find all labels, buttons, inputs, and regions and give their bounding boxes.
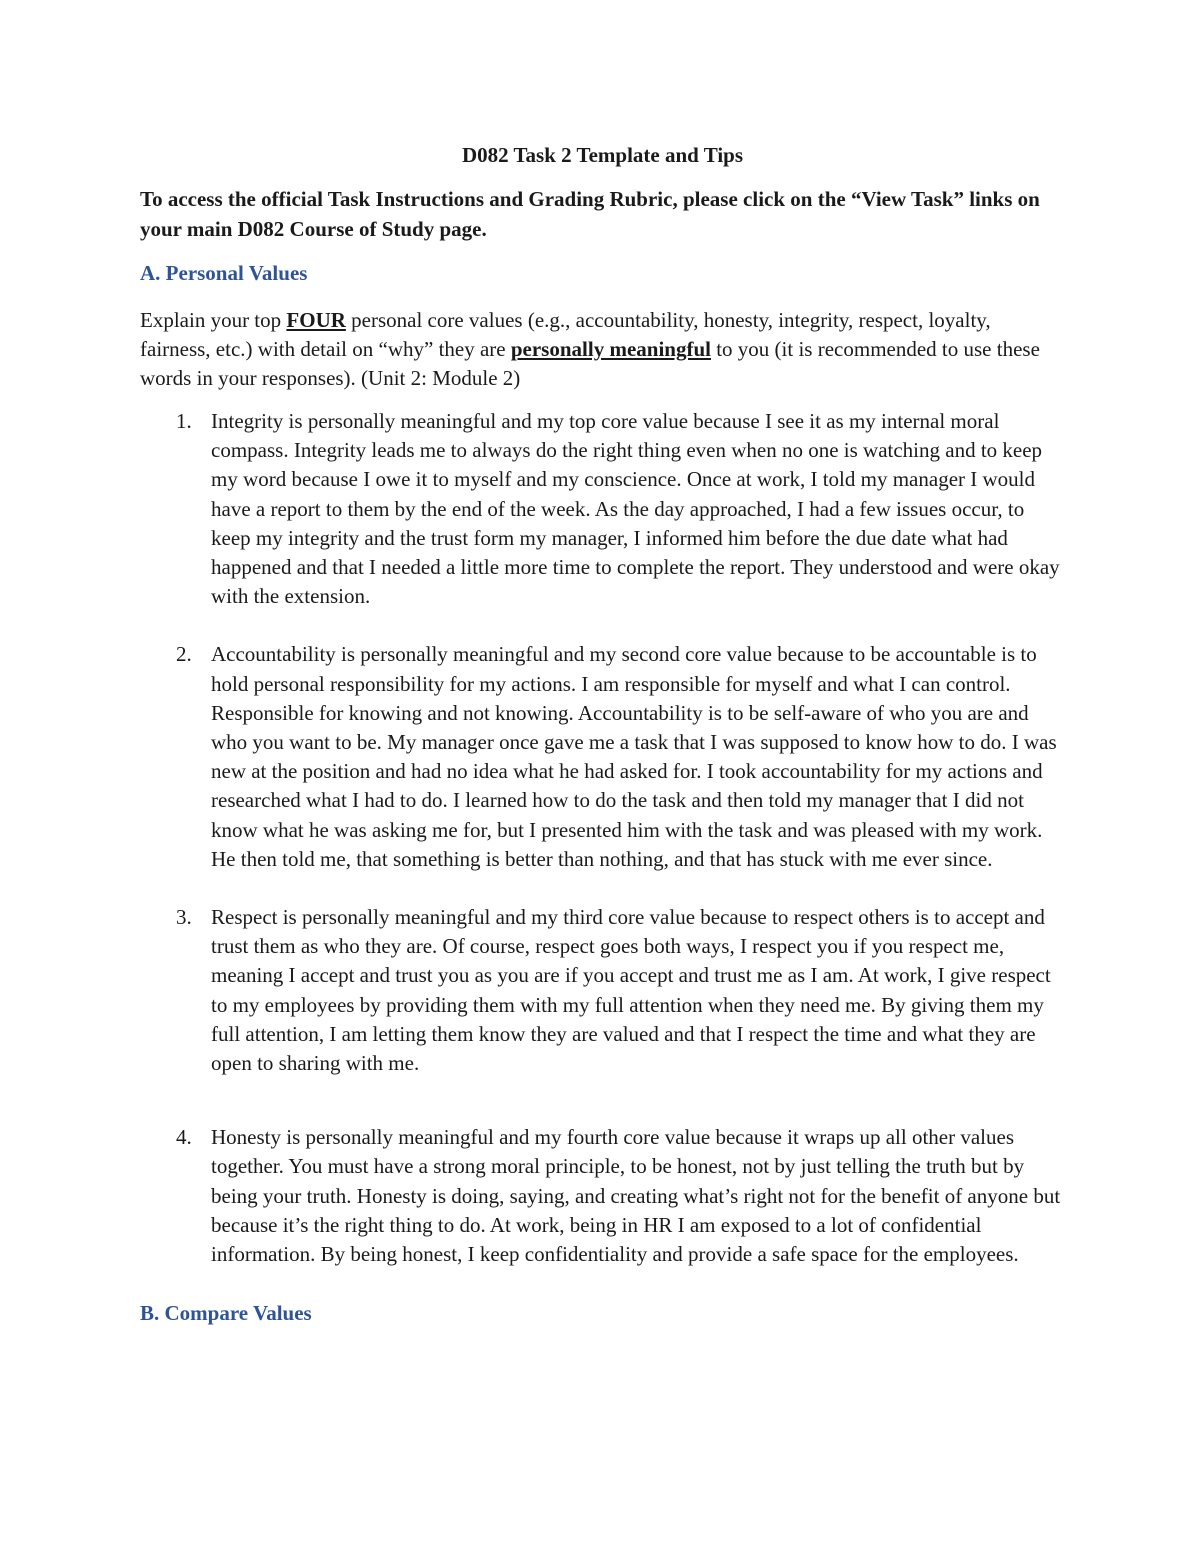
- list-item-number: 3.: [176, 905, 192, 930]
- intro-emphasis-meaningful: personally meaningful: [510, 337, 711, 361]
- list-item-text: Honesty is personally meaningful and my fourth core value because it wraps up all other values together. You must have a strong moral principle, to be honest, not by just telling the truth but by being your truth. Honesty is doing, saying, and creating what’s right not for the benefit of anyone but because it’s the right thing to do. At work, being in HR I am exposed to a lot of confidential information. By being honest, I keep confidentiality and provide a safe space for the employees.: [211, 1125, 1061, 1267]
- intro-text-3: to you (it is recommended to use these words in your responses). (Unit 2: Module 2): [140, 337, 1040, 390]
- list-item-number: 4.: [176, 1125, 192, 1150]
- document-page: [140, 140, 1065, 1346]
- list-item-number: 2.: [176, 642, 192, 667]
- intro-text-1: Explain your top: [140, 308, 287, 332]
- section-a-intro: [140, 306, 1065, 393]
- page-title: D082 Task 2 Template and Tips: [461, 143, 744, 167]
- list-item-number: 1.: [176, 409, 192, 433]
- answers-list: [140, 407, 1065, 1269]
- section-a-heading: A. Personal Values: [140, 261, 308, 285]
- section-b-heading: B. Compare Values: [140, 1301, 312, 1326]
- intro-text-2: personal core values (e.g., accountability, honesty, integrity, respect, loyalty, fairness, etc.) with detail on “why” they are: [140, 308, 991, 361]
- list-item: [140, 903, 1065, 1078]
- list-item: [140, 640, 1065, 874]
- list-item-text: Respect is personally meaningful and my third core value because to respect others is to accept and trust them as who they are. Of course, respect goes both ways, I respect you if you respect me, meaning I accept and trust you as you are if you accept and trust me as I am. At work, I give respect to my employees by providing them with my full attention when they need me. By giving them my full attention, I am letting them know they are valued and that I respect the time and what they are open to sharing with me.: [211, 905, 1051, 1076]
- intro-emphasis-four: FOUR: [286, 308, 346, 332]
- access-note: To access the official Task Instructions and Grading Rubric, please click on the “View Task” links on your main D082 Course of Study page.: [140, 187, 1040, 241]
- list-item: [140, 407, 1065, 611]
- list-item-text: Integrity is personally meaningful and my top core value because I see it as my internal moral compass. Integrity leads me to always do the right thing even when no one is watching and to keep my word because I owe it to myself and my conscience. Once at work, I told my manager I would have a report to them by the end of the week. As the day approached, I had a few issues occur, to keep my integrity and the trust form my manager, I informed him before the due date what had happened and that I needed a little more time to complete the report. They understood and were okay with the extension.: [211, 409, 1060, 609]
- list-item: [140, 1123, 1065, 1269]
- list-item-text: Accountability is personally meaningful and my second core value because to be accountable is to hold personal responsibility for my actions. I am responsible for myself and what I can control. Responsible for knowing and not knowing. Accountability is to be self-aware of who you are and who you want to be. My manager once gave me a task that I was supposed to know how to do. I was new at the position and had no idea what he had asked for. I took accountability for my actions and researched what I had to do. I learned how to do the task and then told my manager that I did not know what he was asking me for, but I presented him with the task and was pleased with my work. He then told me, that something is better than nothing, and that has stuck with me ever since.: [211, 642, 1057, 871]
